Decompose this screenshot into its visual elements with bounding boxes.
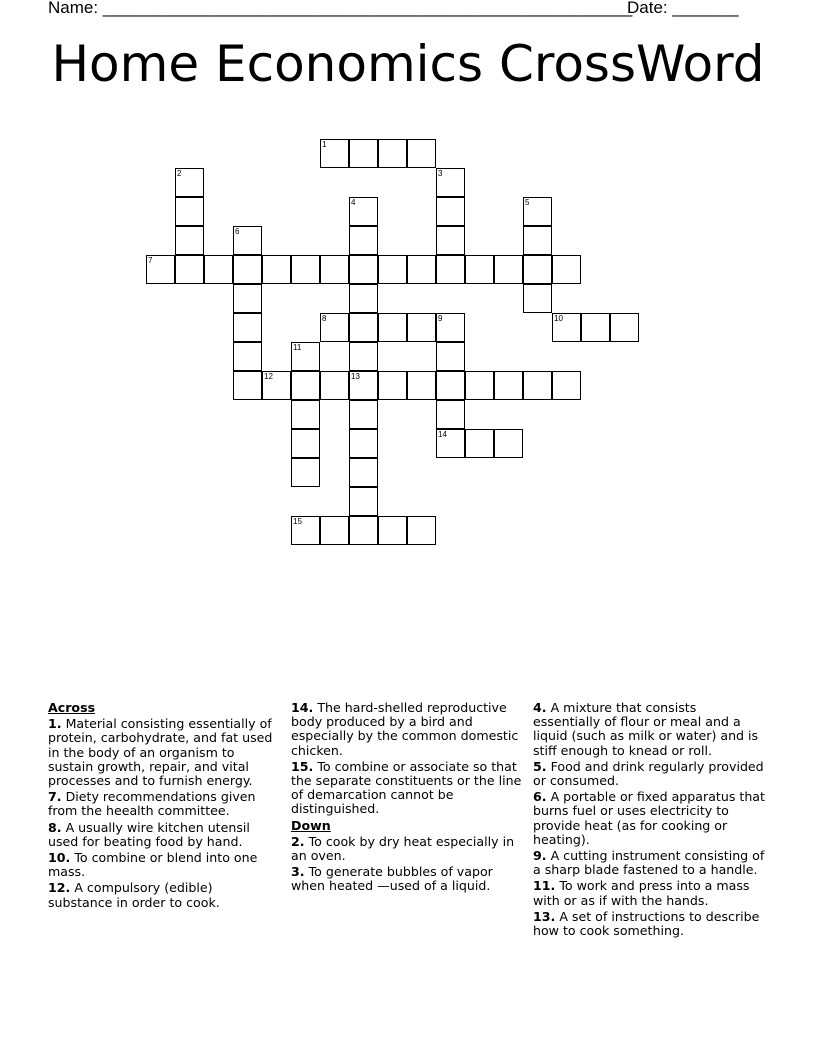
grid-cell[interactable]	[552, 255, 581, 284]
grid-cell[interactable]	[436, 313, 465, 342]
grid-cell[interactable]	[320, 371, 349, 400]
clue-item	[533, 849, 765, 877]
clue-label: 9.	[533, 848, 547, 864]
clue-item	[533, 701, 765, 758]
grid-cell[interactable]	[407, 255, 436, 284]
grid-cell[interactable]	[320, 313, 349, 342]
grid-cell[interactable]	[378, 255, 407, 284]
grid-cell[interactable]	[436, 226, 465, 255]
grid-cell[interactable]	[349, 458, 378, 487]
clue-item	[533, 790, 765, 847]
grid-cell[interactable]	[320, 516, 349, 545]
clue-number: 15	[293, 517, 302, 526]
grid-cell[interactable]	[175, 197, 204, 226]
clue-number: 14	[438, 430, 447, 439]
grid-cell[interactable]	[436, 400, 465, 429]
clue-number: 2	[177, 169, 182, 178]
grid-cell[interactable]	[552, 313, 581, 342]
grid-cell[interactable]	[523, 197, 552, 226]
grid-cell[interactable]	[407, 139, 436, 168]
clue-label: 10.	[48, 850, 71, 866]
grid-cell[interactable]	[552, 371, 581, 400]
grid-cell[interactable]	[320, 255, 349, 284]
grid-cell[interactable]	[233, 226, 262, 255]
grid-cell[interactable]	[233, 313, 262, 342]
clue-text: A portable or fixed apparatus that burns fuel or uses electricity to provide heat (as for cooking or heating).	[533, 789, 765, 847]
grid-cell[interactable]	[175, 168, 204, 197]
grid-cell[interactable]	[349, 400, 378, 429]
clue-label: 15.	[291, 758, 314, 774]
grid-cell[interactable]	[291, 371, 320, 400]
clue-text: A cutting instrument consisting of a sharp blade fastened to a handle.	[533, 848, 765, 878]
clue-text: Material consisting essentially of protein, carbohydrate, and fat used in the body of an organism to sustain growth, repair, and vital processes and to furnish energy.	[48, 716, 273, 789]
clue-item	[48, 717, 280, 788]
clue-label: 1.	[48, 716, 62, 732]
grid-cell[interactable]	[349, 313, 378, 342]
clue-item	[291, 701, 523, 758]
grid-cell[interactable]	[494, 255, 523, 284]
clue-number: 7	[148, 256, 153, 265]
grid-cell[interactable]	[349, 516, 378, 545]
grid-cell[interactable]	[349, 139, 378, 168]
clue-label: 5.	[533, 758, 547, 774]
clue-text: Diety recommendations given from the heealth committee.	[48, 789, 256, 819]
clue-text: A set of instructions to describe how to cook something.	[533, 908, 760, 939]
grid-cell[interactable]	[494, 371, 523, 400]
clue-label: 8.	[48, 819, 62, 835]
clue-item	[291, 865, 523, 893]
grid-cell[interactable]	[581, 313, 610, 342]
page-title: Home Economics CrossWord	[51, 35, 765, 93]
grid-cell[interactable]	[523, 371, 552, 400]
clue-text: To generate bubbles of vapor when heated —used of a liquid.	[291, 864, 493, 894]
grid-cell[interactable]	[262, 371, 291, 400]
clue-label: 2.	[291, 833, 305, 849]
clue-number: 6	[235, 227, 240, 236]
clue-item	[48, 851, 280, 879]
clue-item	[533, 760, 765, 788]
clue-number: 9	[438, 314, 443, 323]
clue-number: 12	[264, 372, 273, 381]
clues-column-3	[533, 701, 765, 940]
grid-cell[interactable]	[465, 371, 494, 400]
grid-cell[interactable]	[291, 458, 320, 487]
grid-cell[interactable]	[523, 226, 552, 255]
clue-item	[291, 760, 523, 817]
grid-cell[interactable]	[378, 371, 407, 400]
grid-cell[interactable]	[407, 313, 436, 342]
date-field: Date: _______	[627, 0, 739, 17]
grid-cell[interactable]	[233, 284, 262, 313]
grid-cell[interactable]	[175, 226, 204, 255]
grid-cell[interactable]	[436, 168, 465, 197]
clue-item	[48, 821, 280, 849]
grid-cell[interactable]	[610, 313, 639, 342]
clue-number: 10	[554, 314, 563, 323]
grid-cell[interactable]	[349, 342, 378, 371]
grid-cell[interactable]	[436, 371, 465, 400]
clue-number: 13	[351, 372, 360, 381]
grid-cell[interactable]	[320, 139, 349, 168]
clue-number: 3	[438, 169, 443, 178]
grid-cell[interactable]	[349, 197, 378, 226]
clue-text: The hard-shelled reproductive body produced by a bird and especially by the common domestic chicken.	[291, 700, 519, 758]
grid-cell[interactable]	[523, 284, 552, 313]
grid-cell[interactable]	[378, 313, 407, 342]
clue-number: 1	[322, 140, 327, 149]
clue-item	[533, 910, 765, 938]
clues-column-2	[291, 701, 523, 896]
name-field: Name: ________________________________________________________	[48, 0, 633, 17]
grid-cell[interactable]	[349, 429, 378, 458]
grid-cell[interactable]	[204, 255, 233, 284]
grid-cell[interactable]	[175, 255, 204, 284]
grid-cell[interactable]	[436, 197, 465, 226]
grid-cell[interactable]	[465, 429, 494, 458]
grid-cell[interactable]	[291, 400, 320, 429]
clue-text: To combine or associate so that the separate constituents or the line of demarcation cannot be distinguished.	[291, 758, 522, 817]
grid-cell[interactable]	[378, 516, 407, 545]
grid-cell[interactable]	[291, 429, 320, 458]
clue-number: 8	[322, 314, 327, 323]
grid-cell[interactable]	[465, 255, 494, 284]
clue-item	[48, 790, 280, 818]
clue-item	[48, 881, 280, 909]
grid-cell[interactable]	[349, 487, 378, 516]
clue-item	[533, 879, 765, 907]
clue-label: 13.	[533, 908, 556, 924]
grid-cell[interactable]	[262, 255, 291, 284]
clue-text: To work and press into a mass with or as if with the hands.	[533, 878, 750, 908]
grid-cell[interactable]	[436, 342, 465, 371]
grid-cell[interactable]	[291, 255, 320, 284]
grid-cell[interactable]	[233, 255, 262, 284]
grid-cell[interactable]	[349, 255, 378, 284]
clue-text: A usually wire kitchen utensil used for beating food by hand.	[48, 819, 250, 849]
clue-text: A mixture that consists essentially of flour or meal and a liquid (such as milk or water) and is stiff enough to knead or roll.	[533, 700, 759, 758]
clue-label: 6.	[533, 789, 547, 805]
grid-cell[interactable]	[407, 516, 436, 545]
across-heading: Across	[48, 700, 96, 715]
grid-cell[interactable]	[146, 255, 175, 284]
grid-cell[interactable]	[436, 429, 465, 458]
down-heading: Down	[291, 817, 331, 833]
grid-cell[interactable]	[378, 139, 407, 168]
grid-cell[interactable]	[291, 342, 320, 371]
clue-label: 4.	[533, 700, 547, 715]
grid-cell[interactable]	[291, 516, 320, 545]
clue-label: 12.	[48, 880, 71, 896]
clue-label: 11.	[533, 878, 556, 894]
grid-cell[interactable]	[349, 284, 378, 313]
clue-number: 11	[293, 343, 302, 352]
clue-text: A compulsory (edible) substance in order to cook.	[48, 880, 220, 910]
grid-cell[interactable]	[436, 255, 465, 284]
clue-number: 5	[525, 198, 530, 207]
clue-label: 3.	[291, 864, 305, 880]
clue-text: To cook by dry heat especially in an oven.	[291, 833, 515, 864]
grid-cell[interactable]	[407, 371, 436, 400]
clue-label: 14.	[291, 700, 314, 715]
clue-text: Food and drink regularly provided or consumed.	[533, 758, 764, 789]
grid-cell[interactable]	[233, 371, 262, 400]
clue-text: To combine or blend into one mass.	[48, 850, 258, 880]
clue-item	[291, 835, 523, 863]
clue-number: 4	[351, 198, 356, 207]
grid-cell[interactable]	[523, 255, 552, 284]
grid-cell[interactable]	[494, 429, 523, 458]
clue-label: 7.	[48, 789, 62, 805]
grid-cell[interactable]	[233, 342, 262, 371]
grid-cell[interactable]	[349, 226, 378, 255]
grid-cell[interactable]	[349, 371, 378, 400]
clues-column-1	[48, 701, 280, 912]
